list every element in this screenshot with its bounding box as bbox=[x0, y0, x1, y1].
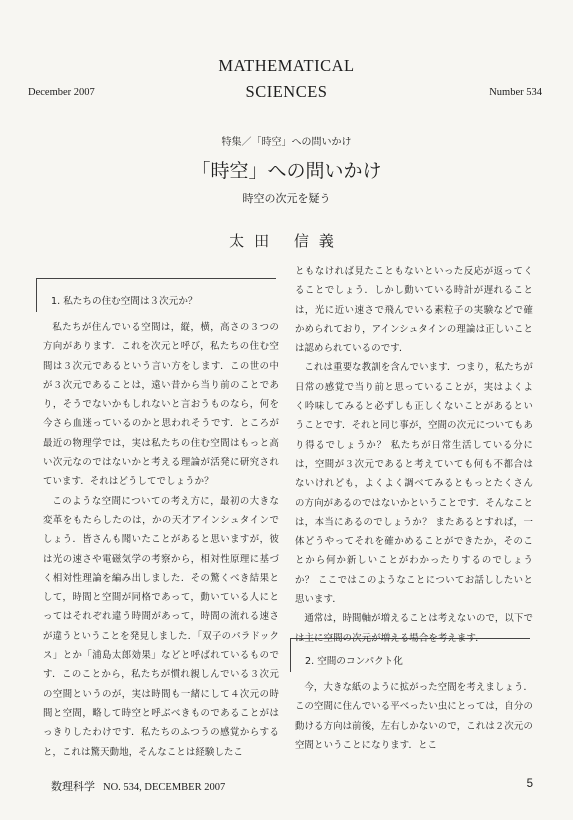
journal-title-line1: MATHEMATICAL bbox=[218, 56, 355, 75]
left-column bbox=[43, 318, 279, 762]
page-number: 5 bbox=[526, 778, 533, 790]
article-subtitle: 時空の次元を疑う bbox=[242, 192, 331, 205]
right-column bbox=[295, 262, 533, 648]
paragraph: このような空間についての考え方に，最初の大きな変革をもたらしたのは，かの天才アインシュタインでしょう．皆さんも聞いたことがあると思いますが，彼は光の速さや電磁気学の考察から，相対性原理に基づく相対性理論を編み出しました．その驚くべき結果として，時間と空間が同格であって，動いている人にとってはそれぞれ違う時間があって，時間の流れる速さが違うということを発見しました．「双子のパラドックス」とか「浦島太郎効果」などと呼ばれているものです．このことから，私たちが慣れ親しんでいる３次元の空間というのが，実は時間も一緒にして４次元の時間と空間，略して時空と呼ぶべきものであることがはっきりしたわけです．私たちのふつうの感覚からすると，これは驚天動地，そんなことは経験したこ bbox=[43, 495, 279, 758]
author-name: 太田 信義 bbox=[229, 232, 344, 250]
footer-issue: NO. 534, DECEMBER 2007 bbox=[103, 782, 226, 793]
special-feature-label: 特集／「時空」への問いかけ bbox=[221, 137, 352, 148]
section-2-heading-box bbox=[290, 638, 530, 672]
journal-title-line2: SCIENCES bbox=[245, 82, 328, 101]
footer-journal-jp: 数理科学 bbox=[51, 780, 95, 793]
section-1-heading: 1. 私たちの住む空間は３次元か？ bbox=[51, 296, 198, 307]
paragraph: 今，大きな紙のように拡がった空間を考えましょう．この空間に住んでいる平べったい虫にとっては，自分の動ける方向は前後，左右しかないので，これは２次元の空間ということになります．とこ bbox=[295, 682, 533, 751]
paragraph: これは重要な教訓を含んでいます．つまり，私たちが日常の感覚で当り前と思っていることが，実はよくよく吟味してみると必ずしも正しくないことがあるということです．それと同じ事が，空間の次元についてもあり得るでしょうか？ 私たちが日常生活している分には，空間が３次元であると考えていても何も不都合はないけれども，よくよく調べてみるともっとたくさんの方向があるのではないかということです．そんなことは，本当にあるのでしょうか？ またあるとすれば，一体どうやってそれを確かめることができたか，そのことから何か新しいことがわかったりするのでしょうか？ ここではこのようなことについてお話ししたいと思います． bbox=[295, 362, 533, 606]
section-1-heading-box bbox=[36, 278, 276, 312]
issue-number: Number 534 bbox=[489, 87, 542, 98]
paragraph: 私たちが住んでいる空間は，縦，横，高さの３つの方向があります．これを次元と呼び，私たちの住む空間は３次元であるという言い方をします．この世の中が３次元であることは，遠い昔から当り前のことであり，そうでないかもしれないと言おうものなら，何を今さら血迷っているのかと思われそうです．ところが最近の物理学では，実は私たちの住む空間はもっと高い次元なのではないかと考える理論が活発に研究されています．それはどうしてでしょうか？ bbox=[43, 322, 279, 488]
paragraph: ともなければ見たこともないといった反応が返ってくることでしょう．しかし動いている時計が遅れることは，光に近い速さで飛んでいる素粒子の実験などで確かめられており，アインシュタインの理論は正しいことは認められているのです． bbox=[295, 266, 533, 355]
issue-date: December 2007 bbox=[28, 87, 95, 98]
section-2-heading: 2. 空間のコンパクト化 bbox=[305, 656, 403, 667]
section-2-body bbox=[295, 678, 533, 755]
article-title: 「時空」への問いかけ bbox=[191, 160, 382, 182]
footer-journal bbox=[51, 778, 225, 794]
paragraph: 通常は，時間軸が増えることは考えないので，以下では主に空間の次元が増える場合を考えます． bbox=[295, 613, 533, 644]
